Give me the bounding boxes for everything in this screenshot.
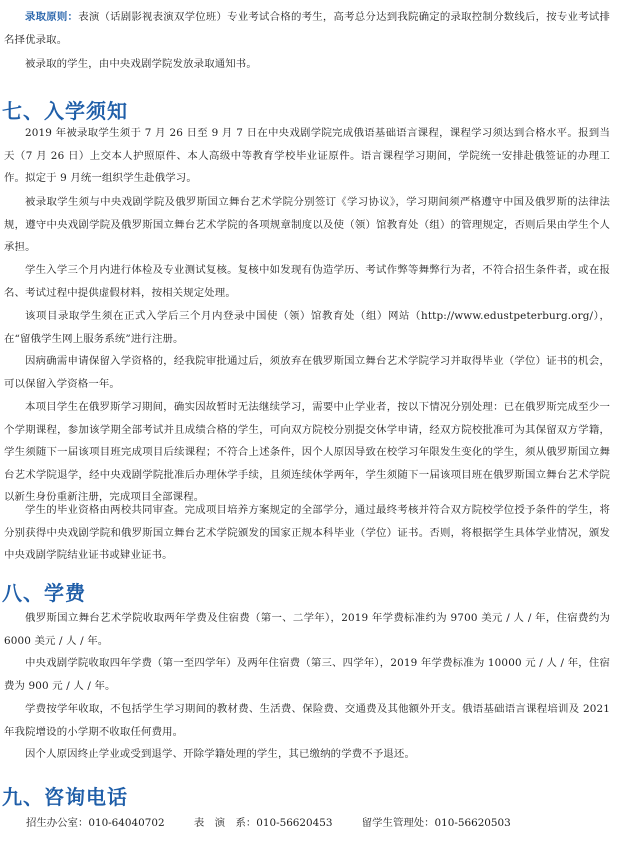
enrollment-paragraph-2: 被录取学生须与中央戏剧学院及俄罗斯国立舞台艺术学院分别签订《学习协议》，学习期间须严格遵守中国及俄罗斯的法律法规，遵守中央戏剧学院及俄罗斯国立舞台艺术学院的各项规章制度以及使（领）馆教育处（组）的管理规定，否则后果由学生个人承担。 (4, 196, 610, 253)
admission-principle-label: 录取原则： (25, 11, 79, 23)
enrollment-paragraph-7: 学生的毕业资格由两校共同审查。完成项目培养方案规定的全部学分，通过最终考核并符合双方院校学位授予条件的学生，将分别获得中央戏剧学院和俄罗斯国立舞台艺术学院颁发的国家正规本科毕业（学位）证书。否则，将根据学生具体学业情况，颁发中央戏剧学院结业证书或肄业证书。 (4, 504, 610, 561)
section-title-contact: 九、咨询电话 (2, 785, 128, 809)
admission-principle-text: 表演（话剧影视表演双学位班）专业考试合格的考生，高考总分达到我院确定的录取控制分数线后，按专业考试排名择优录取。 (4, 11, 611, 46)
section-title-enrollment: 七、入学须知 (2, 99, 128, 123)
admission-principle-paragraph (4, 6, 610, 51)
enrollment-paragraph-6: 本项目学生在俄罗斯学习期间，确实因故暂时无法继续学习，需要中止学业者，按以下情况分别处理：已在俄罗斯完成至少一个学期课程，参加该学期全部考试并且成绩合格的学生，可向双方院校分别提交休学申请，经双方院校批准可为其保留双方学籍，学生须随下一届该项目班完成项目后续课程；不符合上述条件，因个人原因导致在校学习年限发生变化的学生，须从俄罗斯国立舞台艺术学院退学，经中央戏剧学院批准后办理休学手续，且须连续休学两年，学生须随下一届该项目班在俄罗斯国立舞台艺术学院以新生身份重新注册，完成项目全部课程。 (4, 401, 610, 503)
contact-international-students-office: 留学生管理处：010-56620503 (361, 817, 511, 829)
fees-paragraph-1: 俄罗斯国立舞台艺术学院收取两年学费及住宿费（第一、二学年），2019 年学费标准约为 9700 美元 / 人 / 年，住宿费约为 6000 美元 / 人 / 年。 (4, 612, 610, 647)
contact-acting-department: 表 演 系：010-56620453 (193, 817, 333, 829)
fees-paragraph-3: 学费按学年收取，不包括学生学习期间的教材费、生活费、保险费、交通费及其他额外开支。俄语基础语言课程培训及 2021 年我院增设的小学期不收取任何费用。 (4, 703, 610, 738)
enrollment-paragraph-5: 因病确需申请保留入学资格的，经我院审批通过后，须放弃在俄罗斯国立舞台艺术学院学习并取得毕业（学位）证书的机会，可以保留入学资格一年。 (4, 355, 610, 390)
enrollment-paragraph-3: 学生入学三个月内进行体检及专业测试复核。复核中如发现有伪造学历、考试作弊等舞弊行为者，不符合招生条件者，或在报名、考试过程中提供虚假材料，按相关规定处理。 (4, 264, 610, 299)
enrollment-paragraph-1: 2019 年被录取学生须于 7 月 26 日至 9 月 7 日在中央戏剧学院完成俄语基础语言课程，课程学习须达到合格水平。报到当天（7 月 26 日）上交本人护照原件、本人高级中等教育学校毕业证原件。语言课程学习期间，学院统一安排赴俄签证的办理工作。拟定于 9 月统一组织学生赴俄学习。 (4, 127, 610, 184)
fees-paragraph-4: 因个人原因终止学业或受到退学、开除学籍处理的学生，其已缴纳的学费不予退还。 (25, 748, 415, 760)
contact-admissions-office: 招生办公室：010-64040702 (26, 817, 165, 829)
contact-list (26, 812, 537, 834)
admission-notice: 被录取的学生，由中央戏剧学院发放录取通知书。 (25, 58, 257, 70)
section-title-fees: 八、学费 (2, 581, 86, 605)
fees-paragraph-2: 中央戏剧学院收取四年学费（第一至四学年）及两年住宿费（第三、四学年），2019 年学费标准为 10000 元 / 人 / 年，住宿费为 900 元 / 人 / 年。 (4, 657, 610, 692)
enrollment-paragraph-4: 该项目录取学生须在正式入学后三个月内登录中国使（领）馆教育处（组）网站（http://www.edustpeterburg.org/），在“留俄学生网上服务系统”进行注册。 (4, 310, 610, 345)
